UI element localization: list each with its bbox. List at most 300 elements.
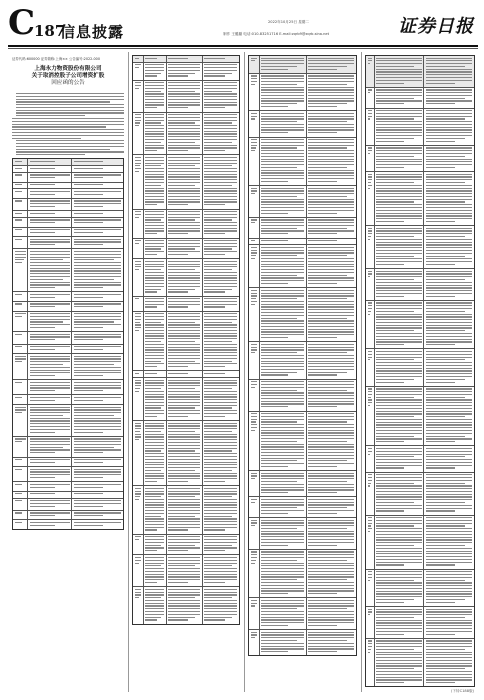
text-line: [261, 381, 304, 382]
text-line: [261, 590, 304, 591]
text-line: [145, 475, 164, 476]
text-line: [376, 98, 414, 99]
text-line: [74, 370, 122, 371]
text-line: [308, 84, 347, 85]
text-line: [145, 603, 164, 604]
text-line: [426, 416, 465, 417]
table-cell: [28, 199, 72, 210]
text-line: [376, 221, 404, 222]
text-line: [426, 609, 473, 610]
text-line: [30, 420, 70, 421]
text-line: [204, 565, 232, 566]
text-line: [426, 411, 473, 412]
text-line: [168, 201, 200, 202]
text-line: [368, 523, 373, 524]
text-line: [145, 366, 157, 367]
text-line: [251, 145, 258, 146]
table-cell: [307, 630, 356, 655]
text-line: [168, 82, 200, 83]
text-line: [261, 484, 304, 485]
table-cell: [375, 607, 425, 638]
text-line: [251, 603, 258, 604]
text-line: [30, 462, 55, 463]
text-line: [168, 243, 200, 244]
text-line: [168, 536, 200, 537]
text-line: [74, 474, 122, 475]
text-line: [426, 256, 465, 257]
text-line: [376, 580, 414, 581]
text-line: [145, 388, 161, 389]
table-cell: [203, 378, 239, 420]
text-line: [145, 568, 164, 569]
text-line: [368, 574, 373, 575]
text-line: [426, 517, 473, 518]
text-line: [261, 347, 304, 348]
text-line: [168, 102, 200, 103]
text-line: [376, 617, 414, 618]
notice-title-2: 回应函的公告: [51, 80, 85, 86]
text-line: [308, 132, 337, 133]
text-line: [135, 499, 139, 500]
text-line: [308, 369, 354, 370]
text-line: [376, 625, 422, 626]
text-line: [426, 631, 473, 632]
text-line: [15, 184, 22, 185]
table-cell: [13, 511, 28, 520]
text-line: [145, 385, 164, 386]
table-row: [249, 218, 356, 239]
table-cell: [424, 607, 474, 638]
table-cell: [366, 387, 375, 446]
text-line: [135, 82, 142, 83]
text-line: [308, 95, 354, 96]
text-line: [204, 510, 237, 511]
text-line: [30, 306, 55, 307]
text-line: [74, 219, 122, 220]
table-cell: [203, 56, 239, 62]
table-cell: [249, 471, 260, 496]
table-cell: [144, 312, 167, 371]
text-line: [261, 331, 304, 332]
text-line: [145, 574, 164, 575]
text-line: [368, 528, 373, 529]
text-line: [145, 243, 164, 244]
text-line: [376, 311, 414, 312]
text-line: [30, 339, 55, 340]
text-line: [261, 435, 304, 436]
text-line: [308, 153, 354, 154]
text-line: [376, 193, 422, 194]
text-line: [376, 218, 422, 219]
text-line: [135, 385, 142, 386]
text-line: [204, 416, 224, 417]
text-line: [168, 214, 200, 215]
text-line: [261, 473, 304, 474]
text-line: [15, 191, 22, 192]
text-line: [251, 150, 255, 151]
text-line: [30, 168, 55, 169]
text-line: [308, 334, 354, 335]
text-line: [426, 296, 455, 297]
text-line: [261, 87, 304, 88]
table-cell: [307, 380, 356, 411]
text-line: [145, 335, 164, 336]
table-row: [366, 226, 474, 269]
table-cell: [167, 239, 203, 259]
text-line: [135, 436, 142, 437]
text-line: [204, 450, 232, 451]
text-line: [308, 145, 354, 146]
text-line: [251, 349, 258, 350]
table-row: [133, 486, 239, 535]
table-cell: [307, 56, 356, 73]
table-cell: [260, 380, 307, 411]
table-cell: [144, 239, 167, 259]
text-line: [261, 139, 304, 140]
table-cell: [167, 371, 203, 377]
text-line: [168, 563, 200, 564]
text-line: [376, 382, 404, 383]
text-line: [168, 529, 188, 530]
text-line: [426, 617, 465, 618]
text-line: [368, 571, 373, 572]
table-cell: [366, 446, 375, 471]
text-line: [308, 196, 347, 197]
text-line: [168, 355, 200, 356]
text-line: [376, 480, 422, 481]
text-line: [16, 154, 85, 155]
text-line: [30, 232, 55, 233]
text-line: [135, 88, 139, 89]
text-line: [168, 507, 200, 508]
text-line: [204, 313, 237, 314]
text-line: [426, 239, 473, 240]
text-line: [308, 210, 354, 211]
text-line: [376, 161, 422, 162]
text-line: [308, 473, 354, 474]
text-line: [376, 213, 422, 214]
text-line: [376, 591, 422, 592]
text-line: [308, 190, 354, 191]
text-line: [308, 269, 354, 270]
text-line: [376, 465, 422, 466]
text-line: [308, 63, 354, 64]
text-line: [376, 242, 422, 243]
text-line: [261, 522, 304, 523]
text-line: [308, 588, 354, 589]
text-line: [368, 233, 373, 234]
table-cell: [13, 211, 28, 217]
text-line: [376, 239, 422, 240]
text-line: [308, 213, 337, 214]
table-cell: [249, 550, 260, 598]
text-line: [376, 273, 422, 274]
text-line: [135, 327, 142, 328]
table-cell: [133, 312, 144, 371]
text-line: [376, 474, 422, 475]
text-line: [376, 462, 422, 463]
text-line: [376, 551, 422, 552]
text-line: [261, 337, 288, 338]
text-line: [376, 127, 422, 128]
text-line: [204, 597, 232, 598]
text-line: [376, 539, 422, 540]
table-cell: [144, 587, 167, 623]
text-line: [30, 372, 70, 373]
table-row: [13, 189, 123, 199]
text-line: [368, 182, 372, 183]
text-line: [426, 80, 473, 81]
text-line: [251, 118, 255, 119]
table-row: [133, 155, 239, 209]
text-line: [204, 120, 237, 121]
text-line: [261, 504, 304, 505]
text-line: [30, 441, 70, 442]
text-line: [145, 185, 161, 186]
table-row: [13, 511, 123, 521]
text-line: [426, 433, 473, 434]
text-line: [204, 529, 224, 530]
text-line: [261, 395, 304, 396]
text-line: [426, 408, 473, 409]
text-line: [204, 248, 232, 249]
text-line: [30, 459, 70, 460]
text-line: [204, 579, 237, 580]
text-line: [251, 219, 258, 220]
text-line: [376, 652, 422, 653]
text-line: [426, 370, 473, 371]
security-code-line: 证券代码:600000 证券简称:上海×× 公告编号:2022-000: [12, 57, 100, 61]
text-line: [204, 102, 237, 103]
text-line: [74, 229, 122, 230]
table-cell: [424, 109, 474, 145]
text-line: [168, 388, 195, 389]
text-line: [426, 671, 473, 672]
text-line: [376, 448, 422, 449]
text-line: [261, 611, 304, 612]
table-cell: [72, 499, 123, 510]
text-line: [308, 106, 337, 107]
text-line: [145, 496, 161, 497]
text-line: [145, 547, 164, 548]
text-line: [145, 592, 164, 593]
text-line: [145, 456, 164, 457]
text-line: [168, 272, 200, 273]
text-line: [168, 464, 200, 465]
text-line: [204, 70, 237, 71]
table-row: [249, 471, 356, 497]
text-line: [261, 153, 304, 154]
table-row: [366, 349, 474, 386]
text-line: [145, 316, 164, 317]
text-line: [135, 125, 139, 126]
text-line: [308, 528, 347, 529]
text-line: [204, 542, 237, 543]
text-line: [376, 441, 404, 442]
text-line: [261, 298, 297, 299]
text-line: [261, 406, 288, 407]
table-cell: [72, 189, 123, 198]
text-line: [168, 366, 188, 367]
table-cell: [13, 437, 28, 457]
text-line: [168, 462, 200, 463]
text-line: [135, 117, 142, 118]
text-line: [145, 582, 157, 583]
text-line: [30, 313, 70, 314]
text-line: [15, 459, 22, 460]
text-line: [30, 203, 70, 204]
text-line: [74, 449, 122, 450]
text-line: [308, 557, 354, 558]
text-line: [135, 536, 142, 537]
text-line: [368, 531, 371, 532]
text-line: [145, 521, 164, 522]
text-line: [204, 560, 237, 561]
table-cell: [13, 345, 28, 354]
text-line: [376, 66, 414, 67]
text-line: [145, 222, 164, 223]
text-line: [135, 391, 139, 392]
text-line: [145, 361, 161, 362]
text-line: [308, 293, 354, 294]
text-line: [251, 258, 255, 259]
text-line: [308, 228, 347, 229]
text-line: [376, 204, 422, 205]
text-line: [204, 456, 237, 457]
text-line: [135, 594, 142, 595]
text-line: [30, 241, 70, 242]
text-line: [135, 431, 141, 432]
text-line: [426, 480, 473, 481]
text-line: [308, 424, 354, 425]
text-line: [261, 372, 297, 373]
text-line: [426, 611, 473, 612]
text-line: [204, 67, 237, 68]
text-line: [30, 279, 64, 280]
text-line: [145, 120, 164, 121]
text-line: [204, 563, 237, 564]
text-line: [376, 74, 422, 75]
table-row: [13, 458, 123, 468]
text-line: [30, 471, 70, 472]
text-line: [168, 145, 200, 146]
text-line: [168, 222, 200, 223]
text-line: [204, 589, 237, 590]
text-line: [168, 380, 200, 381]
text-line: [204, 557, 237, 558]
text-line: [30, 287, 55, 288]
text-line: [74, 239, 122, 240]
text-line: [30, 506, 55, 507]
text-line: [261, 196, 297, 197]
text-line: [145, 99, 164, 100]
table-cell: [375, 301, 425, 349]
text-line: [74, 276, 122, 277]
text-line: [426, 654, 473, 655]
text-line: [308, 337, 337, 338]
text-line: [261, 366, 304, 367]
text-line: [168, 347, 200, 348]
text-line: [204, 358, 237, 359]
text-line: [376, 545, 414, 546]
table-cell: [13, 228, 28, 237]
text-line: [261, 625, 288, 626]
text-line: [251, 416, 258, 417]
text-line: [30, 259, 64, 260]
text-line: [426, 135, 473, 136]
table-row: [366, 56, 474, 88]
table-cell: [366, 226, 375, 268]
text-line: [261, 374, 288, 375]
text-line: [204, 536, 237, 537]
text-line: [308, 614, 354, 615]
table-cell: [13, 189, 28, 198]
text-line: [426, 402, 473, 403]
text-line: [135, 439, 139, 440]
text-line: [376, 416, 414, 417]
text-line: [30, 477, 55, 478]
text-line: [145, 70, 164, 71]
text-line: [204, 228, 237, 229]
text-line: [261, 576, 304, 577]
disclosure-table: [248, 55, 357, 656]
text-line: [204, 467, 237, 468]
text-line: [204, 272, 237, 273]
text-line: [74, 471, 122, 472]
text-line: [426, 174, 473, 175]
text-line: [308, 568, 354, 569]
table-cell: [203, 297, 239, 311]
text-line: [261, 487, 304, 488]
text-line: [426, 319, 473, 320]
table-cell: [424, 446, 474, 471]
text-line: [308, 188, 354, 189]
text-line: [145, 280, 164, 281]
text-line: [145, 219, 161, 220]
text-line: [74, 251, 122, 252]
text-line: [376, 505, 422, 506]
text-line: [74, 336, 122, 337]
text-line: [251, 84, 255, 85]
table-cell: [13, 482, 28, 491]
text-line: [168, 171, 200, 172]
table-cell: [133, 378, 144, 420]
text-line: [308, 361, 354, 362]
text-line: [376, 110, 422, 111]
text-line: [261, 349, 304, 350]
table-cell: [72, 183, 123, 189]
table-cell: [133, 155, 144, 208]
table-cell: [260, 111, 307, 136]
text-line: [204, 289, 232, 290]
text-line: [261, 156, 304, 157]
table-row: [133, 259, 239, 296]
text-line: [74, 284, 122, 285]
text-line: [308, 69, 337, 70]
text-line: [30, 327, 55, 328]
text-line: [30, 400, 55, 401]
text-line: [145, 269, 161, 270]
text-line: [376, 71, 422, 72]
table-cell: [72, 173, 123, 182]
text-line: [145, 358, 164, 359]
text-line: [135, 85, 142, 86]
text-line: [145, 600, 164, 601]
text-line: [308, 175, 354, 176]
text-line: [308, 392, 354, 393]
table-cell: [260, 138, 307, 186]
table-cell: [260, 218, 307, 238]
